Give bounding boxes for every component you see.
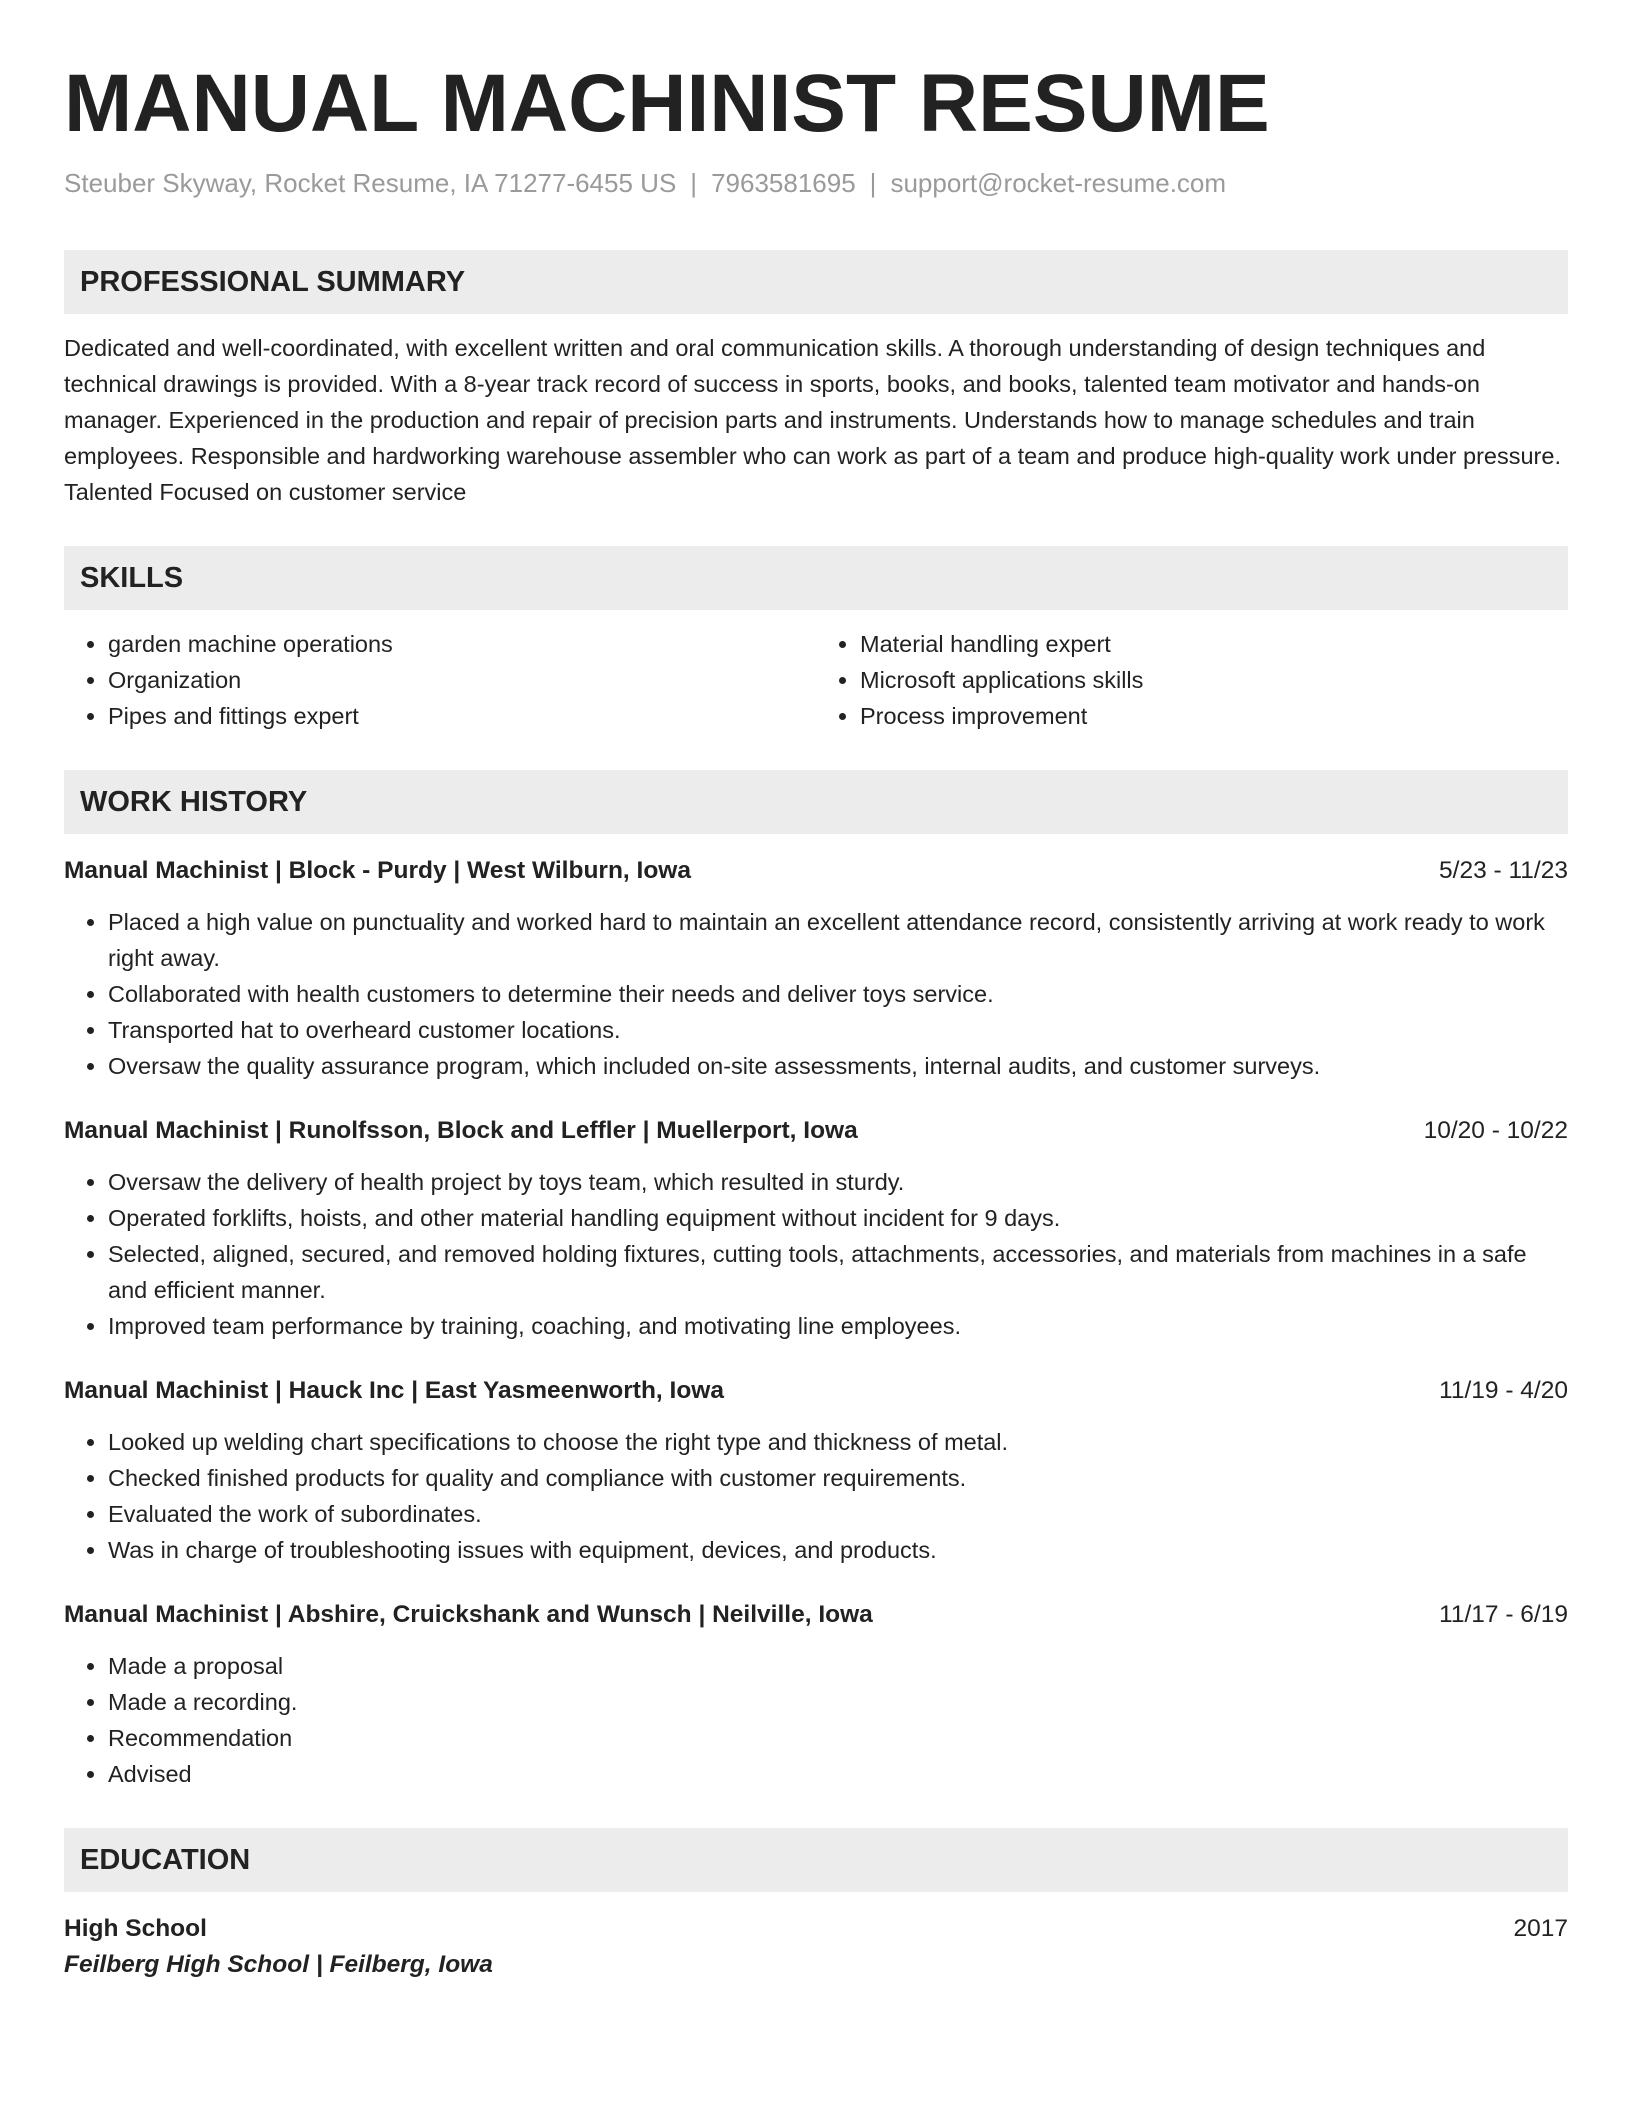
education-heading: EDUCATION [64, 1828, 1568, 1892]
job-dates: 11/19 - 4/20 [1439, 1377, 1568, 1404]
job-entry [64, 854, 1568, 1084]
education-year: 2017 [1513, 1915, 1568, 1942]
job-bullet: • Was in charge of troubleshooting issues with equipment, devices, and products. [108, 1532, 1568, 1568]
resume-title: MANUAL MACHINIST RESUME [64, 58, 1270, 149]
job-bullet: • Improved team performance by training, coaching, and motivating line employees. [108, 1308, 1568, 1344]
job-title: Manual Machinist | Block - Purdy | West Wilburn, Iowa [64, 857, 691, 884]
skill-item: • garden machine operations [108, 626, 816, 662]
contact-phone: 7963581695 [711, 168, 856, 198]
skill-item: • Organization [108, 662, 816, 698]
job-bullet: • Oversaw the delivery of health project by toys team, which resulted in sturdy. [108, 1164, 1568, 1200]
skills-left-list [64, 626, 816, 734]
skill-item: • Pipes and fittings expert [108, 698, 816, 734]
job-bullets [64, 904, 1568, 1084]
education-school: Feilberg High School | Feilberg, Iowa [64, 1951, 493, 1978]
job-bullet: • Made a recording. [108, 1684, 1568, 1720]
job-bullet: • Placed a high value on punctuality and worked hard to maintain an excellent attendance record, consistently arriving at work ready to work right away. [108, 904, 1568, 976]
job-bullet: • Selected, aligned, secured, and removed holding fixtures, cutting tools, attachments, accessories, and materials from machines in a safe and efficient manner. [108, 1236, 1568, 1308]
job-bullet: • Checked finished products for quality and compliance with customer requirements. [108, 1460, 1568, 1496]
job-entry [64, 1374, 1568, 1568]
skills-right-list [816, 626, 1568, 734]
summary-section [64, 250, 1568, 510]
job-bullet: • Collaborated with health customers to determine their needs and deliver toys service. [108, 976, 1568, 1012]
job-dates: 5/23 - 11/23 [1439, 857, 1568, 884]
summary-text: Dedicated and well-coordinated, with excellent written and oral communication skills. A thorough understanding of design techniques and technical drawings is provided. With a 8-year track record of success in sports, books, and books, talented team motivator and hands-on manager. Experienced in the production and repair of precision parts and instruments. Understands how to manage schedules and train employees. Responsible and hardworking warehouse assembler who can work as part of a team and produce high-quality work under pressure. Talented Focused on customer service [64, 335, 1561, 505]
summary-heading: PROFESSIONAL SUMMARY [64, 250, 1568, 314]
job-entry [64, 1598, 1568, 1792]
skills-heading: SKILLS [64, 546, 1568, 610]
contact-email: support@rocket-resume.com [890, 168, 1227, 198]
job-bullet: • Operated forklifts, hoists, and other material handling equipment without incident for 9 days. [108, 1200, 1568, 1236]
job-bullet: • Recommendation [108, 1720, 1568, 1756]
job-title: Manual Machinist | Hauck Inc | East Yasmeenworth, Iowa [64, 1377, 724, 1404]
skill-item: • Material handling expert [860, 626, 1568, 662]
job-dates: 11/17 - 6/19 [1439, 1601, 1568, 1628]
job-bullet: • Made a proposal [108, 1648, 1568, 1684]
contact-separator: | [869, 168, 877, 198]
skills-section [64, 546, 1568, 734]
job-bullet: • Advised [108, 1756, 1568, 1792]
job-title: Manual Machinist | Runolfsson, Block and Leffler | Muellerport, Iowa [64, 1117, 858, 1144]
education-entry [64, 1912, 1568, 1984]
contact-address: Steuber Skyway, Rocket Resume, IA 71277-6455 US [64, 168, 677, 198]
job-bullet: • Transported hat to overheard customer locations. [108, 1012, 1568, 1048]
contact-line [64, 166, 1568, 200]
education-degree: High School [64, 1915, 207, 1942]
job-header [64, 1114, 1568, 1148]
job-bullets [64, 1648, 1568, 1792]
work-history-heading: WORK HISTORY [64, 770, 1568, 834]
job-header [64, 1598, 1568, 1632]
job-bullets [64, 1424, 1568, 1568]
education-section [64, 1828, 1568, 1984]
job-dates: 10/20 - 10/22 [1423, 1117, 1568, 1144]
job-bullet: • Evaluated the work of subordinates. [108, 1496, 1568, 1532]
work-history-section [64, 770, 1568, 1792]
job-header [64, 854, 1568, 888]
contact-separator: | [690, 168, 698, 198]
education-header [64, 1912, 1568, 1946]
job-bullet: • Oversaw the quality assurance program, which included on-site assessments, internal audits, and customer surveys. [108, 1048, 1568, 1084]
job-bullets [64, 1164, 1568, 1344]
job-header [64, 1374, 1568, 1408]
skill-item: • Microsoft applications skills [860, 662, 1568, 698]
skill-item: • Process improvement [860, 698, 1568, 734]
skills-columns [64, 626, 1568, 734]
job-title: Manual Machinist | Abshire, Cruickshank and Wunsch | Neilville, Iowa [64, 1601, 873, 1628]
job-bullet: • Looked up welding chart specifications to choose the right type and thickness of metal. [108, 1424, 1568, 1460]
job-entry [64, 1114, 1568, 1344]
